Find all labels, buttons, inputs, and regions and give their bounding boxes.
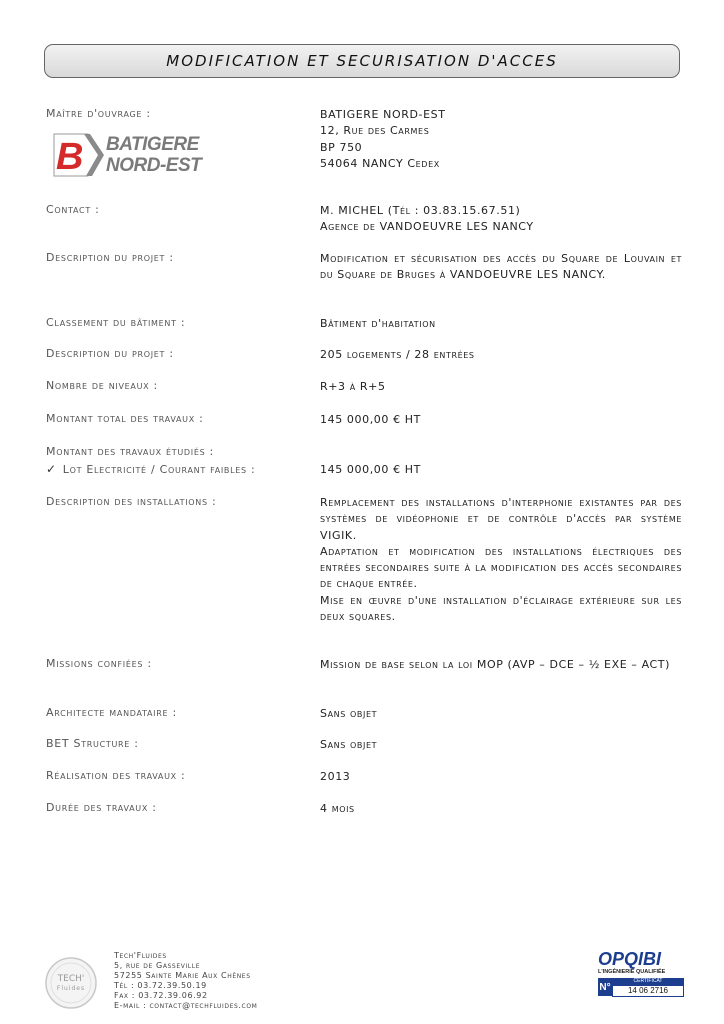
installations-label: Description des installations : (46, 495, 217, 508)
lot-label-wrap (46, 462, 255, 476)
project2-label: Description du projet : (46, 347, 174, 360)
client-name: BATIGERE NORD-EST (320, 108, 446, 121)
footer-line: Tél : 03.72.39.50.19 (114, 981, 207, 990)
client-address-line: 12, Rue des Carmes (320, 124, 430, 138)
footer-line: Fax : 03.72.39.06.92 (114, 991, 208, 1000)
opqibi-certificate (598, 950, 684, 1008)
opqibi-logo: OPQIBI (598, 949, 662, 969)
batigere-logo (48, 130, 208, 180)
missions-value: Mission de base selon la loi MOP (AVP – DCE – ½ EXE – ACT) (320, 658, 671, 671)
duree-value: 4 mois (320, 802, 355, 815)
opqibi-certificate-box (598, 978, 684, 996)
batigere-logo-word: NORD-EST (106, 155, 202, 176)
classement-value: Bâtiment d'habitation (320, 317, 436, 330)
montant-total-value: 145 000,00 € HT (320, 413, 421, 426)
techfluides-logo-mark (44, 956, 98, 1010)
opqibi-cert-number: 14 06 2716 (612, 985, 684, 997)
realisation-label: Réalisation des travaux : (46, 769, 186, 782)
batigere-logo-word: BATIGERE (106, 134, 199, 155)
check-icon: ✓ (46, 462, 57, 476)
opqibi-tagline: L'INGÉNIERIE QUALIFIÉE (598, 969, 666, 975)
bet-value: Sans objet (320, 738, 378, 751)
installations-paragraph: Remplacement des installations d'interphonie existantes par des systèmes de vidéophonie et de contrôle d'accès par système VIGIK. (320, 496, 682, 542)
contact-line: M. MICHEL (Tél : 03.83.15.67.51) (320, 204, 521, 217)
contact-block (320, 203, 682, 236)
niveaux-label: Nombre de niveaux : (46, 379, 158, 392)
architecte-label: Architecte mandataire : (46, 706, 177, 719)
realisation-value: 2013 (320, 770, 351, 783)
opqibi-cert-right (612, 978, 684, 996)
client-address-line: BP 750 (320, 140, 363, 154)
montant-etudies-label: Montant des travaux étudiés : (46, 445, 214, 458)
lot-label: Lot Electricité / Courant faibles : (62, 463, 256, 476)
project-value: Modification et sécurisation des accès du Square de Louvain et du Square de Bruges à VANDOEUVRE LES NANCY. (320, 252, 682, 282)
lot-value: 145 000,00 € HT (320, 463, 421, 476)
techfluides-logo-word: Fluides (56, 985, 86, 992)
footer-line: E-mail : contact@techfluides.com (114, 1001, 258, 1010)
opqibi-cert-label: CERTIFICAT (612, 978, 684, 985)
niveaux-value: R+3 à R+5 (320, 380, 386, 393)
batigere-logo-mark (48, 130, 106, 180)
techfluides-logo-word: TECH' (57, 974, 85, 984)
classement-label: Classement du bâtiment : (46, 316, 186, 329)
client-label: Maître d'ouvrage : (46, 107, 151, 120)
contact-line: Agence de VANDOEUVRE LES NANCY (320, 220, 534, 234)
project2-value: 205 logements / 28 entrées (320, 348, 475, 361)
missions-label: Missions confiées : (46, 657, 152, 670)
installations-block (320, 495, 682, 625)
batigere-logo-letter: B (56, 136, 84, 178)
techfluides-logo (44, 956, 98, 1010)
page-title-banner (44, 44, 680, 78)
batigere-logo-text (106, 134, 201, 176)
bet-label: BET Structure : (46, 737, 139, 750)
footer-address (114, 951, 257, 1011)
client-block (320, 107, 682, 172)
footer-line: 5, rue de Gasseville (114, 961, 201, 970)
installations-paragraph: Adaptation et modification des installations électriques des entrées secondaires suite à la modification des accès secondaires de chaque entrée. (320, 544, 682, 591)
page-title: MODIFICATION ET SECURISATION D'ACCES (166, 52, 558, 70)
project-label: Description du projet : (46, 251, 174, 264)
architecte-value: Sans objet (320, 707, 378, 720)
client-address-line: 54064 NANCY Cedex (320, 156, 440, 170)
installations-paragraph: Mise en œuvre d'une installation d'éclairage extérieure sur les deux squares. (320, 593, 682, 624)
footer-line: 57255 Sainte Marie Aux Chênes (114, 971, 251, 980)
footer-line: Tech'Fluides (114, 951, 167, 960)
montant-total-label: Montant total des travaux : (46, 412, 204, 425)
contact-label: Contact : (46, 203, 100, 216)
duree-label: Durée des travaux : (46, 801, 157, 814)
opqibi-no-label: N° (598, 978, 612, 996)
